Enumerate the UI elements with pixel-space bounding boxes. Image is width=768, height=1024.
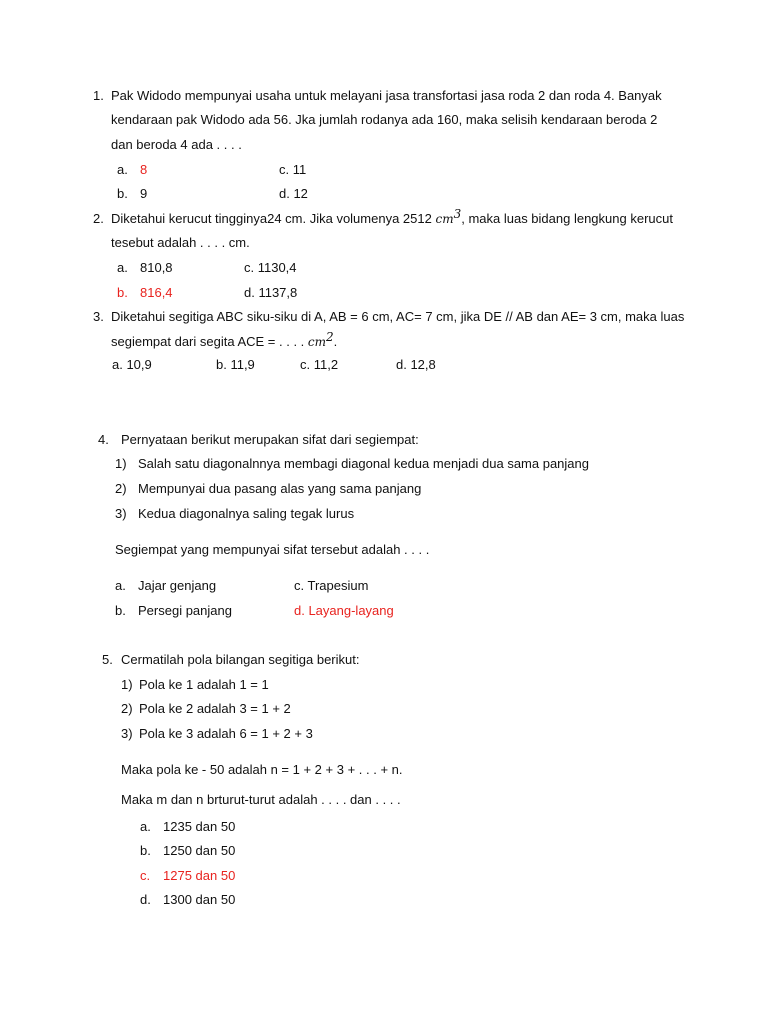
q5-line-a: Maka pola ke - 50 adalah n = 1 + 2 + 3 + . . . + n.	[121, 762, 403, 777]
q2-option-c: c. 1130,4	[244, 260, 297, 275]
q5-number: 5.	[102, 652, 113, 667]
q3-option-c: c. 11,2	[300, 357, 339, 372]
q1-text-line-3: dan beroda 4 ada . . . .	[111, 137, 242, 152]
q3-exponent: 2	[326, 330, 334, 344]
q4-item-3-text: Kedua diagonalnya saling tegak lurus	[138, 506, 355, 521]
q4-item-2-number: 2)	[115, 481, 127, 496]
q3-text-line-2	[111, 330, 338, 350]
q3-text-part-1: segiempat dari segita ACE = . . . .	[111, 334, 308, 349]
q2-text-line-1	[111, 207, 673, 227]
q5-option-c-letter: c.	[140, 868, 151, 883]
q4-question: Segiempat yang mempunyai sifat tersebut adalah . . . .	[115, 542, 430, 557]
q1-text-line-1: Pak Widodo mempunyai usaha untuk melayani jasa transfortasi jasa roda 2 dan roda 4. Banyak	[111, 88, 662, 103]
q5-stem: Cermatilah pola bilangan segitiga berikut:	[121, 652, 360, 667]
q3-option-d: d. 12,8	[396, 357, 436, 372]
q2-number: 2.	[93, 211, 104, 226]
q1-option-d: d. 12	[279, 186, 308, 201]
q5-option-b-letter: b.	[140, 843, 151, 858]
q2-text-part-2: , maka luas bidang lengkung kerucut	[461, 211, 673, 226]
q5-option-a-text: 1235 dan 50	[163, 819, 236, 834]
q1-option-b-letter: b.	[117, 186, 128, 201]
q4-option-b-text: Persegi panjang	[138, 603, 232, 618]
q5-option-d-letter: d.	[140, 892, 151, 907]
q4-item-2-text: Mempunyai dua pasang alas yang sama panjang	[138, 481, 422, 496]
q2-exponent: 3	[453, 207, 462, 221]
q2-option-b-text: 816,4	[140, 285, 173, 300]
q3-option-a: a. 10,9	[112, 357, 152, 372]
q4-number: 4.	[98, 432, 109, 447]
q1-text-line-2: kendaraan pak Widodo ada 56. Jka jumlah rodanya ada 160, maka selisih kendaraan beroda 2	[111, 112, 658, 127]
q2-text-line-2: tesebut adalah . . . . cm.	[111, 235, 250, 250]
q5-item-3-text: Pola ke 3 adalah 6 = 1 + 2 + 3	[139, 726, 313, 741]
q1-option-a-text: 8	[140, 162, 148, 177]
q4-option-a-letter: a.	[115, 578, 126, 593]
q5-option-b-text: 1250 dan 50	[163, 843, 236, 858]
q1-option-b-text: 9	[140, 186, 148, 201]
q2-option-a-letter: a.	[117, 260, 128, 275]
q5-line-b: Maka m dan n brturut-turut adalah . . . . dan . . . .	[121, 792, 401, 807]
q5-item-1-text: Pola ke 1 adalah 1 = 1	[139, 677, 269, 692]
q1-option-a-letter: a.	[117, 162, 128, 177]
q3-unit: cm	[307, 335, 327, 349]
q4-option-c: c. Trapesium	[294, 578, 369, 593]
q3-text-line-1: Diketahui segitiga ABC siku-siku di A, AB = 6 cm, AC= 7 cm, jika DE // AB dan AE= 3 cm, maka luas	[111, 309, 685, 324]
q4-item-1-number: 1)	[115, 456, 127, 471]
q5-item-2-number: 2)	[121, 701, 133, 716]
q2-option-d: d. 1137,8	[244, 285, 298, 300]
q2-text-part-1: Diketahui kerucut tingginya24 cm. Jika volumenya 2512	[111, 211, 436, 226]
q4-option-b-letter: b.	[115, 603, 126, 618]
q5-item-1-number: 1)	[121, 677, 133, 692]
q1-number: 1.	[93, 88, 104, 103]
q4-option-d: d. Layang-layang	[294, 603, 394, 618]
q3-text-part-2: .	[333, 334, 338, 349]
q4-item-1-text: Salah satu diagonalnnya membagi diagonal kedua menjadi dua sama panjang	[138, 456, 589, 471]
q3-option-b: b. 11,9	[216, 357, 255, 372]
q5-option-c-text: 1275 dan 50	[163, 868, 236, 883]
q2-option-a-text: 810,8	[140, 260, 173, 275]
q5-item-3-number: 3)	[121, 726, 133, 741]
q5-option-d-text: 1300 dan 50	[163, 892, 236, 907]
q2-unit: cm	[435, 212, 454, 226]
q1-option-c: c. 11	[279, 162, 307, 177]
q4-item-3-number: 3)	[115, 506, 127, 521]
q2-option-b-letter: b.	[117, 285, 128, 300]
q5-option-a-letter: a.	[140, 819, 151, 834]
q4-option-a-text: Jajar genjang	[138, 578, 217, 593]
q5-item-2-text: Pola ke 2 adalah 3 = 1 + 2	[139, 701, 291, 716]
q4-stem: Pernyataan berikut merupakan sifat dari segiempat:	[121, 432, 419, 447]
q3-number: 3.	[93, 309, 104, 324]
